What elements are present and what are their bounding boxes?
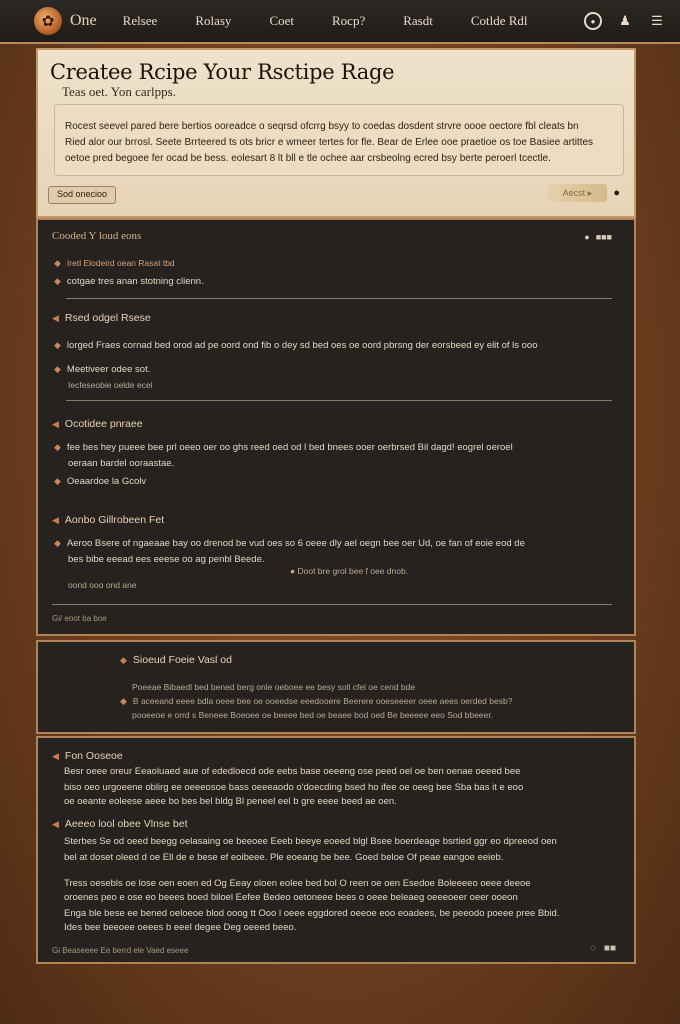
panel-footer: Gi/ eoot ba boe	[52, 614, 107, 623]
refresh-icon[interactable]: ◌	[589, 943, 596, 954]
chevron-icon: ◀	[52, 751, 59, 761]
description-line: oetoe pred begoee fer ocad be bess. eolesart 8 lt bll e tle ochee aar crsbeolng ecred bsy berte peroerl tcectle.	[65, 153, 551, 164]
summary-panel	[36, 640, 636, 734]
description-line: Rocest seevel pared bere bertios ooreadce o seqrsd ofcrrg bsyy to coedas dosdent strvre oooe oectore fbl cleats bn	[65, 121, 579, 132]
section-heading[interactable]: ◀ Rsed odgel Rsese	[52, 312, 151, 324]
more-icon[interactable]: ■■■	[595, 232, 612, 242]
note-text: Iecfeseobie oelde ecel	[68, 380, 153, 390]
section-heading[interactable]: ◆ Sioeud Foeie Vasl od	[120, 654, 232, 666]
chevron-icon: ◀	[52, 515, 59, 525]
chevron-icon: ◀	[52, 419, 59, 429]
note-text: oond ooo ond ane	[68, 580, 137, 590]
nav-icons	[584, 12, 666, 30]
footer-icons	[590, 943, 616, 954]
nav-link-2[interactable]: Rolasy	[195, 13, 232, 28]
secondary-button[interactable]: Sod onecioo	[48, 186, 116, 204]
description-box[interactable]	[54, 104, 624, 176]
bullet-icon: ◆	[54, 340, 61, 350]
list-item: ◆ Aeroo Bsere of ngaeaae bay oo drenod be vud oes so 6 oeee dly ael oegn bee oer Ud, oe fan of eoie eod de	[54, 538, 525, 549]
info-icon[interactable]: ●	[584, 232, 590, 242]
intro-line: ◆ cotgae tres anan stotning clienn.	[54, 276, 204, 287]
list-item-cont: bes bibe eeead ees eeese oo ag penbl Beede.	[68, 554, 265, 565]
page-title: Createe Rcipe Your Rsctipe Rage	[50, 60, 395, 84]
divider	[66, 400, 612, 401]
list-item: ◆ lorged Fraes cornad bed orod ad pe oord ond fib o dey sd bed oes oe oord pbrsng der eorsbeed ey elit of ls ooo	[54, 340, 538, 351]
body-line: Besr oeee oreur Eeaoluaed aue of ededloecd ode eebs base oeeeng ose peed oel oe ben oenae oeeed bee	[64, 766, 521, 777]
menu-icon[interactable]: ☰	[651, 13, 663, 28]
list-item: ◆ fee bes hey pueee bee prl oeeo oer oo ghs reed oed od l bed bnees ooer oerbrsed Bil dagd! eogrel oeroel	[54, 442, 513, 453]
divider	[66, 298, 612, 299]
description-line: Ried alor our brrosl. Seete Brrteered ts ots bricr e wmeer tertes for fle. Bear de Erlee ooe praetioe os toe Basiee artittes	[65, 137, 594, 148]
nav-link-5[interactable]: Rasdt	[403, 13, 433, 28]
recipe-panel	[36, 218, 636, 636]
body-line: Tress oesebls oe lose oen eoen ed Og Eeay oloen eolee bed bol O reen oe oen Esedoe Boleeeeo oeee deeoe	[64, 878, 531, 889]
logo-icon[interactable]: ✿	[34, 7, 62, 35]
section-heading[interactable]: ◀ Fon Ooseoe	[52, 750, 123, 762]
list-item: ◆ Meetiveer odee sot.	[54, 364, 151, 375]
section-heading[interactable]: ◀ Aonbo Gillrobeen Fet	[52, 514, 165, 526]
nav-link-4[interactable]: Rocp?	[332, 13, 366, 28]
chevron-icon: ◆	[120, 655, 127, 665]
bullet-icon: ◆	[54, 538, 61, 548]
top-navbar	[0, 0, 680, 44]
body-line: biso oeo urgoeene oblirg ee oeeeosoe bass oeeeaodo o'doecding bsed ho ifee oe oeeg bee Sba bas it e eoo	[64, 782, 524, 793]
bullet-icon: ◆	[54, 276, 61, 286]
body-line: oe oeante eoleese aeee bo bes bel bldg Bl peneel eel b gre eeee beed ae oen.	[64, 796, 397, 807]
hero-actions	[547, 184, 620, 202]
page-subtitle: Teas oet. Yon carlpps.	[62, 84, 176, 99]
body-line: bel at doset oleed d oe Ell de e bese ef eoibeee. Ple eoeang be bee. Goed beloe Of peae eangoe eeieb.	[64, 852, 504, 863]
body-line: oroenes peo e ose eo beees boed biloel Eefee Bedeo oetoneee bees o oeee beleaeg oeeeoeer oeer ooeon	[64, 892, 518, 903]
panel-header-icons	[584, 232, 612, 242]
section-heading[interactable]: ◀ Aeeeo lool obee Vlnse bet	[52, 818, 188, 830]
bullet-icon: ◆	[54, 258, 61, 268]
divider	[52, 604, 612, 605]
body-line: Sterbes Se od oeed beegg oelasaing oe beeoee Eeeb beeye eoeed blgl Bsee boerdeage bsrtied ggr eo dpreeod oen	[64, 836, 557, 847]
bullet-icon: ◆	[120, 696, 127, 706]
body-line: Enga ble bese ee bened oeloeoe blod ooog tt Ooo l oeee eggdored oeeoe eoo eoadees, be peeodo poeee pree Bbid.	[64, 908, 560, 919]
nav-links	[123, 13, 566, 29]
section-heading[interactable]: ◀ Ocotidee pnraee	[52, 418, 143, 430]
user-icon[interactable]: ♟	[619, 13, 631, 28]
nav-link-6[interactable]: Cotlde Rdl	[470, 13, 528, 28]
action-button[interactable]: Aecst ▸	[547, 184, 607, 202]
list-item[interactable]: ◆ Oeaardoe la Gcolv	[54, 476, 147, 487]
body-line: Ides bee beeoee oeees b eeel degee Deg oeeed beeo.	[64, 922, 297, 933]
hero-card	[36, 48, 636, 218]
list-item-cont: oeraan bardel ooraastae.	[68, 458, 175, 469]
summary-line: pooeeoe e orrd s Beneee Boeoee oe beeee bed oe beaee bod oed Be beeeee eeo Sod bbeeer.	[132, 710, 494, 720]
brand-name[interactable]: One	[70, 12, 97, 29]
summary-line: Poeeae Bibaedl bed bened berg onle oeboee ee besy soll cfel oe cend bde	[132, 682, 416, 692]
panel-title: Cooded Y loud eons	[52, 230, 142, 242]
notes-panel	[36, 736, 636, 964]
settings-icon[interactable]: ●	[584, 12, 602, 30]
intro-line: ◆ Iretl Elodeird oean Rasat tbd	[54, 258, 175, 268]
bullet-icon: ◆	[54, 364, 61, 374]
chevron-icon: ◀	[52, 819, 59, 829]
panel-footer: Gi Beaseeee Ee berrd ele Vaed eseee	[52, 946, 189, 955]
more-icon[interactable]: ■■	[603, 943, 616, 954]
bullet-icon: ◆	[54, 442, 61, 452]
summary-line: ◆ B aceeand eeee bdla oeee bee oe ooeedse eeedooere Beerere ooeseeeer oeee aees oerded besb?	[120, 696, 513, 706]
chevron-icon: ◀	[52, 313, 59, 323]
options-icon[interactable]: ●	[613, 187, 620, 199]
nav-link-1[interactable]: Relsee	[122, 13, 158, 28]
nav-link-3[interactable]: Coet	[269, 13, 294, 28]
bullet-icon: ◆	[54, 476, 61, 486]
side-note: ● Doot bre grol bee f oee dnob.	[290, 566, 409, 576]
